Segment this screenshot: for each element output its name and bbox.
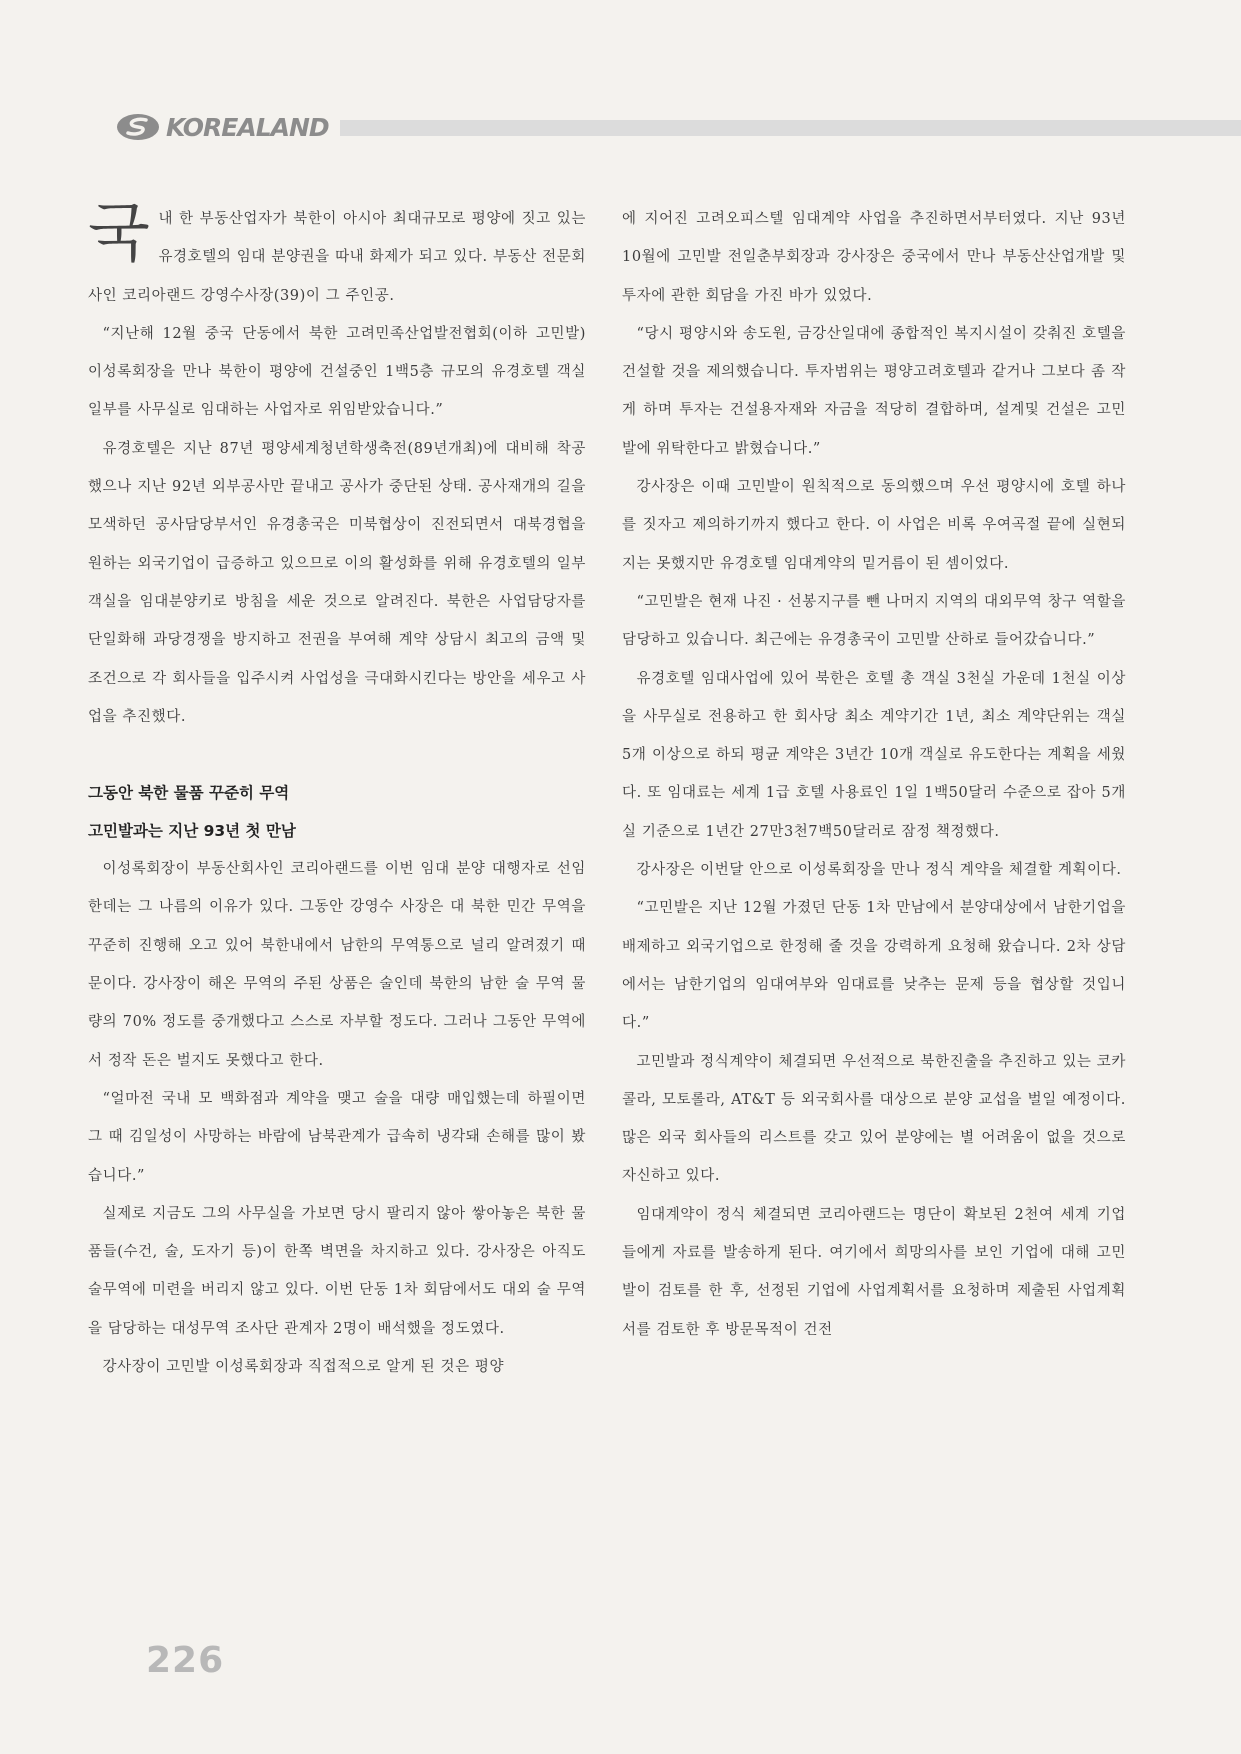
article-paragraph: 강사장은 이번달 안으로 이성록회장을 만나 정식 계약을 체결할 계획이다. [636,862,1122,879]
header-bar [340,120,1241,136]
article-paragraph: 유경호텔은 지난 87년 평양세계청년학생축전(89년개최)에 대비해 착공했으나 지난 92년 외부공사만 끝내고 공사가 중단된 상태. 공사재개의 길을 모색하던 공사담당부서인 유경총국은 미북협상이 진전되면서 대북경협을 원하는 외국기업이 급증하고 있으므로 이의 활성화를 위해 유경호텔의 일부객실을 임대분양키로 방침을 세운 것으로 알려진다. 북한은 사업담당자를 단일화해 과당경쟁을 방지하고 전권을 부여해 계약 상담시 최고의 금액 및 조건으로 각 회사들을 입주시켜 사업성을 극대화시킨다는 방안을 세우고 사업을 추진했다. [88,440,586,725]
korealand-logo [116,112,329,142]
article-paragraph: “지난해 12월 중국 단동에서 북한 고려민족산업발전협회(이하 고민발) 이성록회장을 만나 북한이 평양에 건설중인 1백5층 규모의 유경호텔 객실 일부를 사무실로 임대하는 사업자로 위임받았습니다.” [88,325,586,419]
page-number: 226 [146,1640,225,1681]
article-paragraph: “얼마전 국내 모 백화점과 계약을 맺고 술을 대량 매입했는데 하필이면 그 때 김일성이 사망하는 바람에 남북관계가 급속히 냉각돼 손해를 많이 봤습니다.” [88,1090,586,1184]
article-paragraph: 이성록회장이 부동산회사인 코리아랜드를 이번 임대 분양 대행자로 선임한데는 그 나름의 이유가 있다. 그동안 강영수 사장은 대 북한 민간 무역을 꾸준히 진행해 오고 있어 북한내에서 남한의 무역통으로 널리 알려졌기 때문이다. 강사장이 해온 무역의 주된 상품은 술인데 북한의 남한 술 무역 물량의 70% 정도를 중개했다고 스스로 자부할 정도다. 그러나 그동안 무역에서 정작 돈은 벌지도 못했다고 한다. [88,861,586,1069]
article-paragraph: “고민발은 현재 나진 · 선봉지구를 뺀 나머지 지역의 대외무역 창구 역할을 담당하고 있습니다. 최근에는 유경총국이 고민발 산하로 들어갔습니다.” [622,593,1126,649]
page-header [116,112,1241,142]
subheading-line-1: 그동안 북한 물품 꾸준히 무역 [88,784,290,803]
article-paragraph: 국내 한 부동산업자가 북한이 아시아 최대규모로 평양에 짓고 있는 유경호텔의 임대 분양권을 따내 화제가 되고 있다. 부동산 전문회사인 코리아랜드 강영수사장(39)이 그 주인공. [88,197,586,304]
logo-text: KOREALAND [166,112,329,142]
article-paragraph: 유경호텔 임대사업에 있어 북한은 호텔 총 객실 3천실 가운데 1천실 이상을 사무실로 전용하고 한 회사당 최소 계약기간 1년, 최소 계약단위는 객실 5개 이상으로 하되 평균 계약은 3년간 10개 객실로 유도한다는 계획을 세웠다. 또 임대료는 세계 1급 호텔 사용료인 1일 1백50달러 수준으로 잡아 5개실 기준으로 1년간 27만3천7백50달러로 잠정 책정했다. [622,670,1126,840]
article-paragraph: “당시 평양시와 송도원, 금강산일대에 종합적인 복지시설이 갖춰진 호텔을 건설할 것을 제의했습니다. 투자범위는 평양고려호텔과 같거나 그보다 좀 작게 하며 투자는 건설용자재와 자금을 적당히 결합하며, 설계및 건설은 고민발에 위탁한다고 밝혔습니다.” [622,325,1126,457]
right-column [622,200,1126,1349]
article-paragraph: 강사장이 고민발 이성록회장과 직접적으로 알게 된 것은 평양 [102,1359,505,1376]
subheading-line-2: 고민발과는 지난 93년 첫 만남 [88,822,296,841]
section-subheading [88,774,586,850]
article-paragraph: “고민발은 지난 12월 가졌던 단동 1차 만남에서 분양대상에서 남한기업을 배제하고 외국기업으로 한정해 줄 것을 강력하게 요청해 왔습니다. 2차 상담에서는 남한기업의 임대여부와 임대료를 낮추는 문제 등을 협상할 것입니다.” [622,900,1126,1032]
korealand-logo-icon [116,113,160,141]
left-column [88,197,586,1386]
dropcap-letter: 국 [88,197,151,271]
article-paragraph: 실제로 지금도 그의 사무실을 가보면 당시 팔리지 않아 쌓아놓은 북한 물품들(수건, 술, 도자기 등)이 한쪽 벽면을 차지하고 있다. 강사장은 아직도 술무역에 미련을 버리지 않고 있다. 이번 단동 1차 회담에서도 대외 술 무역을 담당하는 대성무역 조사단 관계자 2명이 배석했을 정도였다. [88,1205,586,1337]
article-paragraph: 임대계약이 정식 체결되면 코리아랜드는 명단이 확보된 2천여 세계 기업들에게 자료를 발송하게 된다. 여기에서 희망의사를 보인 기업에 대해 고민발이 검토를 한 후, 선정된 기업에 사업계획서를 요청하며 제출된 사업계획서를 검토한 후 방문목적이 건전 [622,1206,1126,1338]
article-paragraph: 고민발과 정식계약이 체결되면 우선적으로 북한진출을 추진하고 있는 코카콜라, 모토롤라, AT&T 등 외국회사를 대상으로 분양 교섭을 벌일 예정이다. 많은 외국 회사들의 리스트를 갖고 있어 분양에는 별 어려움이 없을 것으로 자신하고 있다. [622,1053,1126,1185]
article-paragraph: 에 지어진 고려오피스텔 임대계약 사업을 추진하면서부터였다. 지난 93년 10월에 고민발 전일춘부회장과 강사장은 중국에서 만나 부동산산업개발 및 투자에 관한 회담을 가진 바가 있었다. [622,211,1126,304]
article-paragraph: 강사장은 이때 고민발이 원칙적으로 동의했으며 우선 평양시에 호텔 하나를 짓자고 제의하기까지 했다고 한다. 이 사업은 비록 우여곡절 끝에 실현되지는 못했지만 유경호텔 임대계약의 밑거름이 된 셈이었다. [622,479,1126,572]
